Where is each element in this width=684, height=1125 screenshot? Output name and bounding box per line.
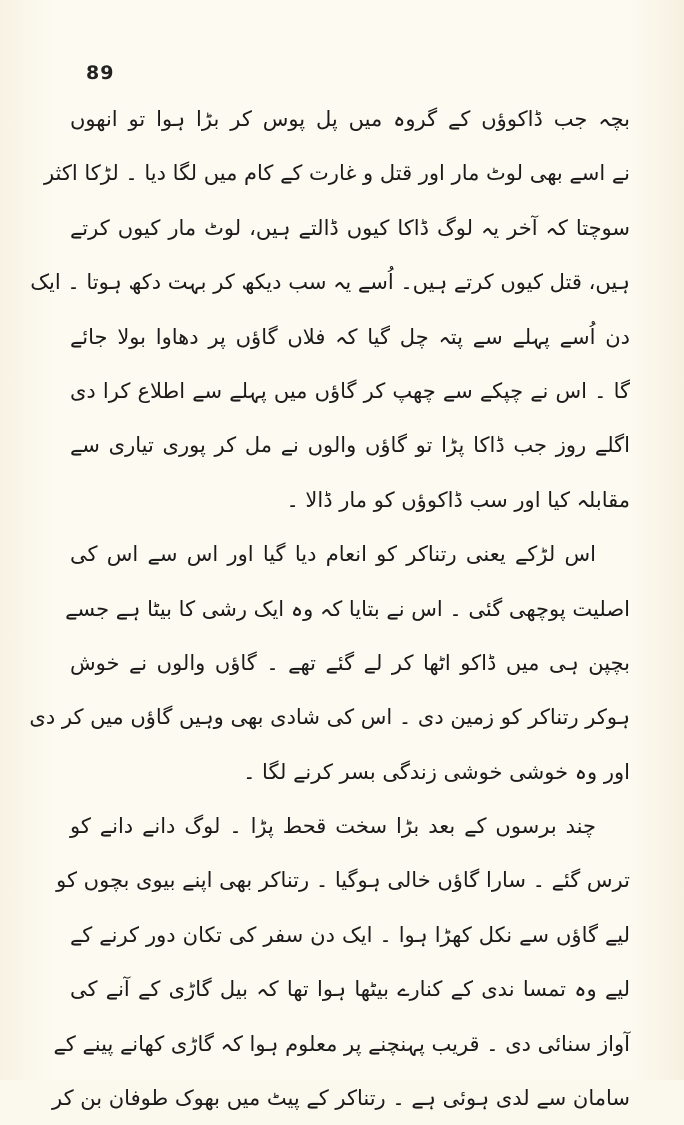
- text-line: نے اسے بھی لوٹ مار اور قتل و غارت کے کام میں لگا دیا ۔ لڑکا اکثر: [43, 161, 630, 186]
- text-line: بچہ جب ڈاکوؤں کے گروہ میں پل پوس کر بڑا ہوا تو انھوں: [70, 107, 630, 131]
- text-line: ہیں، قتل کیوں کرتے ہیں۔ اُسے یہ سب دیکھ کر بہت دکھ ہوتا ۔ ایک: [30, 270, 630, 295]
- text-line: آواز سنائی دی ۔ قریب پہنچنے پر معلوم ہوا کہ گاڑی کھانے پینے کے: [53, 1031, 630, 1056]
- text-line: اس لڑکے یعنی رتناکر کو انعام دیا گیا اور اس سے اس کی: [70, 542, 596, 567]
- text-line: اصلیت پوچھی گئی ۔ اس نے بتایا کہ وہ ایک رشی کا بیٹا ہے جسے: [65, 596, 630, 621]
- text-line: اور وہ خوشی خوشی زندگی بسر کرنے لگا ۔: [243, 759, 630, 784]
- text-line: مقابلہ کیا اور سب ڈاکوؤں کو مار ڈالا ۔: [286, 487, 630, 512]
- text-line: ہوکر رتناکر کو زمین دی ۔ اس کی شادی بھی وہیں گاؤں میں کر دی: [29, 705, 630, 730]
- text-line: اگلے روز جب ڈاکا پڑا تو گاؤں والوں نے مل کر پوری تیاری سے: [70, 433, 630, 458]
- text-line: لیے وہ تمسا ندی کے کنارے بیٹھا ہوا تھا کہ بیل گاڑی کے آنے کی: [70, 977, 630, 1002]
- text-line: چند برسوں کے بعد بڑا سخت قحط پڑا ۔ لوگ دانے دانے کو: [70, 814, 596, 839]
- text-line: لیے گاؤں سے نکل کھڑا ہوا ۔ ایک دن سفر کی تکان دور کرنے کے: [70, 922, 630, 947]
- text-line: گا ۔ اس نے چپکے سے چھپ کر گاؤں میں پہلے سے اطلاع کرا دی: [70, 378, 630, 403]
- page-number: 89: [86, 62, 115, 84]
- text-line: ترس گئے ۔ سارا گاؤں خالی ہوگیا ۔ رتناکر بھی اپنے بیوی بچوں کو: [56, 868, 630, 893]
- page-text: [29, 92, 630, 1125]
- text-line: بچپن ہی میں ڈاکو اٹھا کر لے گئے تھے ۔ گاؤں والوں نے خوش: [70, 650, 630, 675]
- text-line: دن اُسے پہلے سے پتہ چل گیا کہ فلاں گاؤں پر دھاوا بولا جائے: [70, 324, 630, 349]
- text-line: سامان سے لدی ہوئی ہے ۔ رتناکر کے پیٹ میں بھوک طوفان بن کر: [51, 1086, 630, 1111]
- text-line: سوچتا کہ آخر یہ لوگ ڈاکا کیوں ڈالتے ہیں، لوٹ مار کیوں کرتے: [70, 215, 630, 240]
